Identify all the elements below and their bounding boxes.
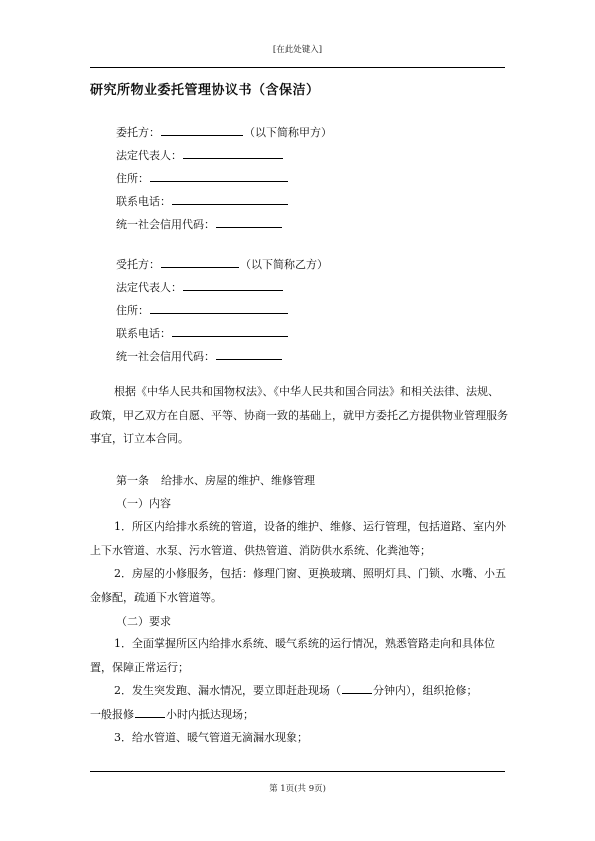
party-a-phone-blank[interactable] — [172, 193, 288, 205]
header-divider — [90, 67, 505, 68]
document-title: 研究所物业委托管理协议书（含保洁） — [90, 83, 320, 98]
req-3-text: 3．给水管道、暖气管道无滴漏水现象； — [114, 731, 308, 744]
party-b-rep-label: 法定代表人： — [116, 281, 182, 294]
party-a-client-line — [116, 124, 332, 140]
party-a-rep-line — [116, 147, 284, 163]
content-1-text: 1．所区内给排水系统的管道，设备的维护、维修、运行管理，包括道路、室内外上下水管道、水泵、污水管道、供热管道、消防供水系统、化粪池等； — [90, 520, 506, 557]
footer-divider — [90, 771, 505, 772]
article-1-req-heading: （二）要求 — [116, 615, 171, 628]
party-b-credit-label: 统一社会信用代码： — [116, 350, 215, 363]
party-b-client-blank[interactable] — [161, 256, 239, 268]
party-b-client-label: 受托方： — [116, 258, 160, 271]
party-a-client-label: 委托方： — [116, 126, 160, 139]
party-a-credit-label: 统一社会信用代码： — [116, 218, 215, 231]
party-a-address-label: 住所： — [116, 172, 149, 185]
article-1-content-2 — [90, 562, 508, 609]
party-a-rep-blank[interactable] — [183, 147, 283, 159]
article-1-req-3 — [90, 726, 508, 750]
req-2-text-b: 分钟内），组织抢修； — [373, 684, 478, 697]
party-b-client-line — [116, 256, 328, 272]
req-2-text-d: 小时内抵达现场； — [166, 707, 254, 721]
party-b-credit-line — [116, 348, 283, 364]
party-b-address-label: 住所： — [116, 304, 149, 317]
party-a-phone-label: 联系电话： — [116, 195, 171, 208]
req-2-text-a: 2．发生突发跑、漏水情况，要立即赶赴现场（ — [114, 684, 341, 697]
party-b-rep-blank[interactable] — [183, 279, 283, 291]
article-1-req-2 — [90, 679, 508, 726]
party-b-address-line — [116, 302, 289, 318]
req-1-text: 1．全面掌握所区内给排水系统、暖气系统的运行情况，熟悉管路走向和具体位置，保障正常运行； — [90, 637, 495, 674]
party-a-address-line — [116, 170, 289, 186]
party-a-credit-line — [116, 216, 283, 232]
party-b-phone-blank[interactable] — [172, 325, 288, 337]
party-b-client-note: （以下简称乙方） — [240, 258, 328, 271]
party-a-client-note: （以下简称甲方） — [244, 126, 332, 139]
party-a-credit-blank[interactable] — [216, 216, 282, 228]
req-2-text-c: 一般报修 — [90, 707, 134, 721]
page-header: [在此处键入] — [272, 45, 323, 55]
party-b-credit-blank[interactable] — [216, 348, 282, 360]
article-1-title: 给排水、房屋的维护、维修管理 — [161, 474, 315, 487]
page-number: 第 1页(共 9页) — [269, 784, 326, 794]
party-a-address-blank[interactable] — [150, 170, 288, 182]
intro-text: 根据《中华人民共和国物权法》、《中华人民共和国合同法》和相关法律、法规、政策，甲乙双方在自愿、平等、协商一致的基础上，就甲方委托乙方提供物业管理服务事宜，订立本合同。 — [90, 385, 508, 445]
party-b-phone-line — [116, 325, 289, 341]
req-2-hours-blank[interactable] — [135, 706, 165, 718]
article-1-number: 第一条 — [116, 474, 149, 487]
party-a-phone-line — [116, 193, 289, 209]
party-b-phone-label: 联系电话： — [116, 327, 171, 340]
content-2-text: 2．房屋的小修服务，包括：修理门窗、更换玻璃、照明灯具、门锁、水嘴、小五金修配，疏通下水管道等。 — [90, 567, 506, 604]
article-1-req-1 — [90, 632, 508, 679]
party-b-rep-line — [116, 279, 284, 295]
req-2-minutes-blank[interactable] — [342, 682, 372, 694]
article-1-heading — [116, 474, 315, 488]
article-1-content-1 — [90, 515, 508, 562]
intro-paragraph — [90, 380, 508, 451]
party-b-address-blank[interactable] — [150, 302, 288, 314]
party-a-rep-label: 法定代表人： — [116, 149, 182, 162]
article-1-content-heading: （一）内容 — [116, 497, 171, 510]
party-a-client-blank[interactable] — [161, 124, 243, 136]
